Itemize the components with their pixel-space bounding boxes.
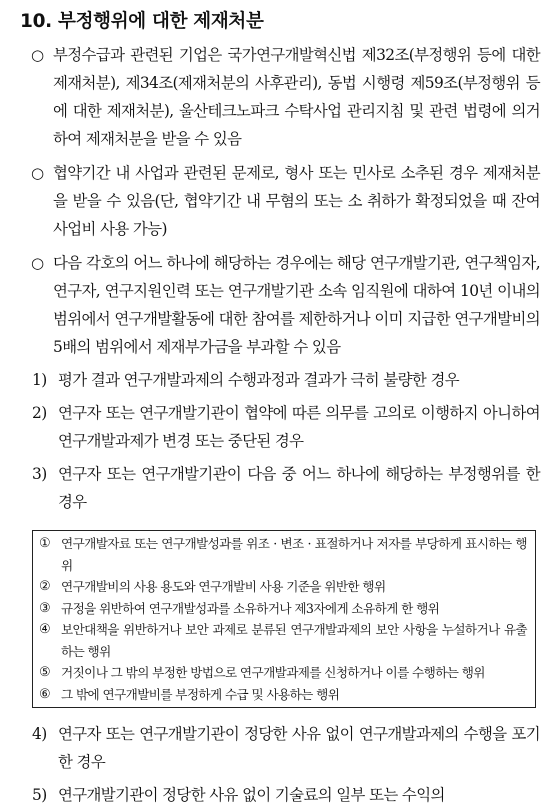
- box-item-number: ⑤: [39, 665, 51, 680]
- box-item-text: 보안대책을 위반하거나 보안 과제로 분류된 연구개발과제의 보안 사항을 누설하거나 유출하는 행위: [61, 622, 527, 659]
- circle-item: [20, 41, 540, 153]
- box-item: [39, 598, 527, 620]
- numbered-item: [20, 399, 540, 455]
- numbered-item-text: 평가 결과 연구개발과제의 수행과정과 결과가 극히 불량한 경우: [58, 371, 459, 389]
- box-item-text: 그 밖에 연구개발비를 부정하게 수급 및 사용하는 행위: [61, 686, 340, 702]
- box-item-number: ③: [39, 600, 51, 616]
- item-number: 3): [32, 465, 47, 483]
- box-item-text: 연구개발비의 사용 용도와 연구개발비 사용 기준을 위반한 행위: [61, 579, 386, 594]
- box-item-number: ①: [39, 536, 51, 551]
- numbered-item-text: 연구자 또는 연구개발기관이 협약에 따른 의무를 고의로 이행하지 아니하여 연구개발과제가 변경 또는 중단된 경우: [58, 404, 540, 450]
- box-item: [39, 619, 527, 662]
- box-item-number: ②: [39, 579, 51, 594]
- item-number: 2): [32, 404, 47, 422]
- circle-bullet: ○: [31, 254, 44, 272]
- box-item-number: ④: [39, 622, 51, 637]
- circle-list: [20, 41, 540, 361]
- box-item: [39, 662, 527, 684]
- box-item: [39, 576, 527, 598]
- item-number: 5): [32, 786, 47, 804]
- circle-bullet: ○: [31, 164, 44, 182]
- item-number: 4): [32, 725, 47, 743]
- box-item-text: 연구개발자료 또는 연구개발성과를 위조 · 변조 · 표절하거나 저자를 부당하게 표시하는 행위: [61, 536, 527, 573]
- item-number: 1): [32, 371, 47, 389]
- box-item-text: 거짓이나 그 밖의 부정한 방법으로 연구개발과제를 신청하거나 이를 수행하는 행위: [61, 665, 485, 680]
- section-title: 10. 부정행위에 대한 제재처분: [20, 11, 264, 32]
- circle-item-text: 협약기간 내 사업과 관련된 문제로, 형사 또는 민사로 소추된 경우 제재처분을 받을 수 있음(단, 협약기간 내 무혐의 또는 소 취하가 확정되었을 때 잔여 사업비 사용 가능): [53, 164, 540, 238]
- circle-bullet: ○: [31, 46, 44, 64]
- numbered-list-top: [20, 366, 540, 516]
- box-item: [39, 533, 527, 576]
- circle-item-text: 다음 각호의 어느 하나에 해당하는 경우에는 해당 연구개발기관, 연구책임자, 연구자, 연구지원인력 또는 연구개발기관 소속 임직원에 대하여 10년 이내의 범위에서 연구개발활동에 대한 참여를 제한하거나 이미 지급한 연구개발비의 5배의 범위에서 제재부가금을 부과할 수 있음: [53, 254, 540, 356]
- circle-item: [20, 249, 540, 361]
- numbered-list-bottom: [20, 720, 540, 809]
- box-item-text: 규정을 위반하여 연구개발성과를 소유하거나 제3자에게 소유하게 한 행위: [61, 600, 440, 616]
- numbered-item: [20, 720, 540, 776]
- box-item-number: ⑥: [39, 686, 51, 702]
- numbered-item: [20, 366, 540, 394]
- numbered-item-text: 연구개발기관이 정당한 사유 없이 기술료의 일부 또는 수익의: [58, 786, 445, 804]
- misconduct-box: [32, 530, 536, 708]
- circle-item-text: 부정수급과 관련된 기업은 국가연구개발혁신법 제32조(부정행위 등에 대한 제재처분), 제34조(제재처분의 사후관리), 동법 시행령 제59조(부정행위 등에 대한 제재처분), 울산테크노파크 수탁사업 관리지침 및 관련 법령에 의거하여 제재처분을 받을 수 있음: [53, 46, 540, 148]
- numbered-item: [20, 460, 540, 516]
- numbered-item: [20, 781, 540, 809]
- circle-item: [20, 159, 540, 243]
- box-item: [39, 684, 527, 706]
- numbered-item-text: 연구자 또는 연구개발기관이 다음 중 어느 하나에 해당하는 부정행위를 한 경우: [58, 465, 540, 511]
- numbered-item-text: 연구자 또는 연구개발기관이 정당한 사유 없이 연구개발과제의 수행을 포기한 경우: [58, 725, 540, 771]
